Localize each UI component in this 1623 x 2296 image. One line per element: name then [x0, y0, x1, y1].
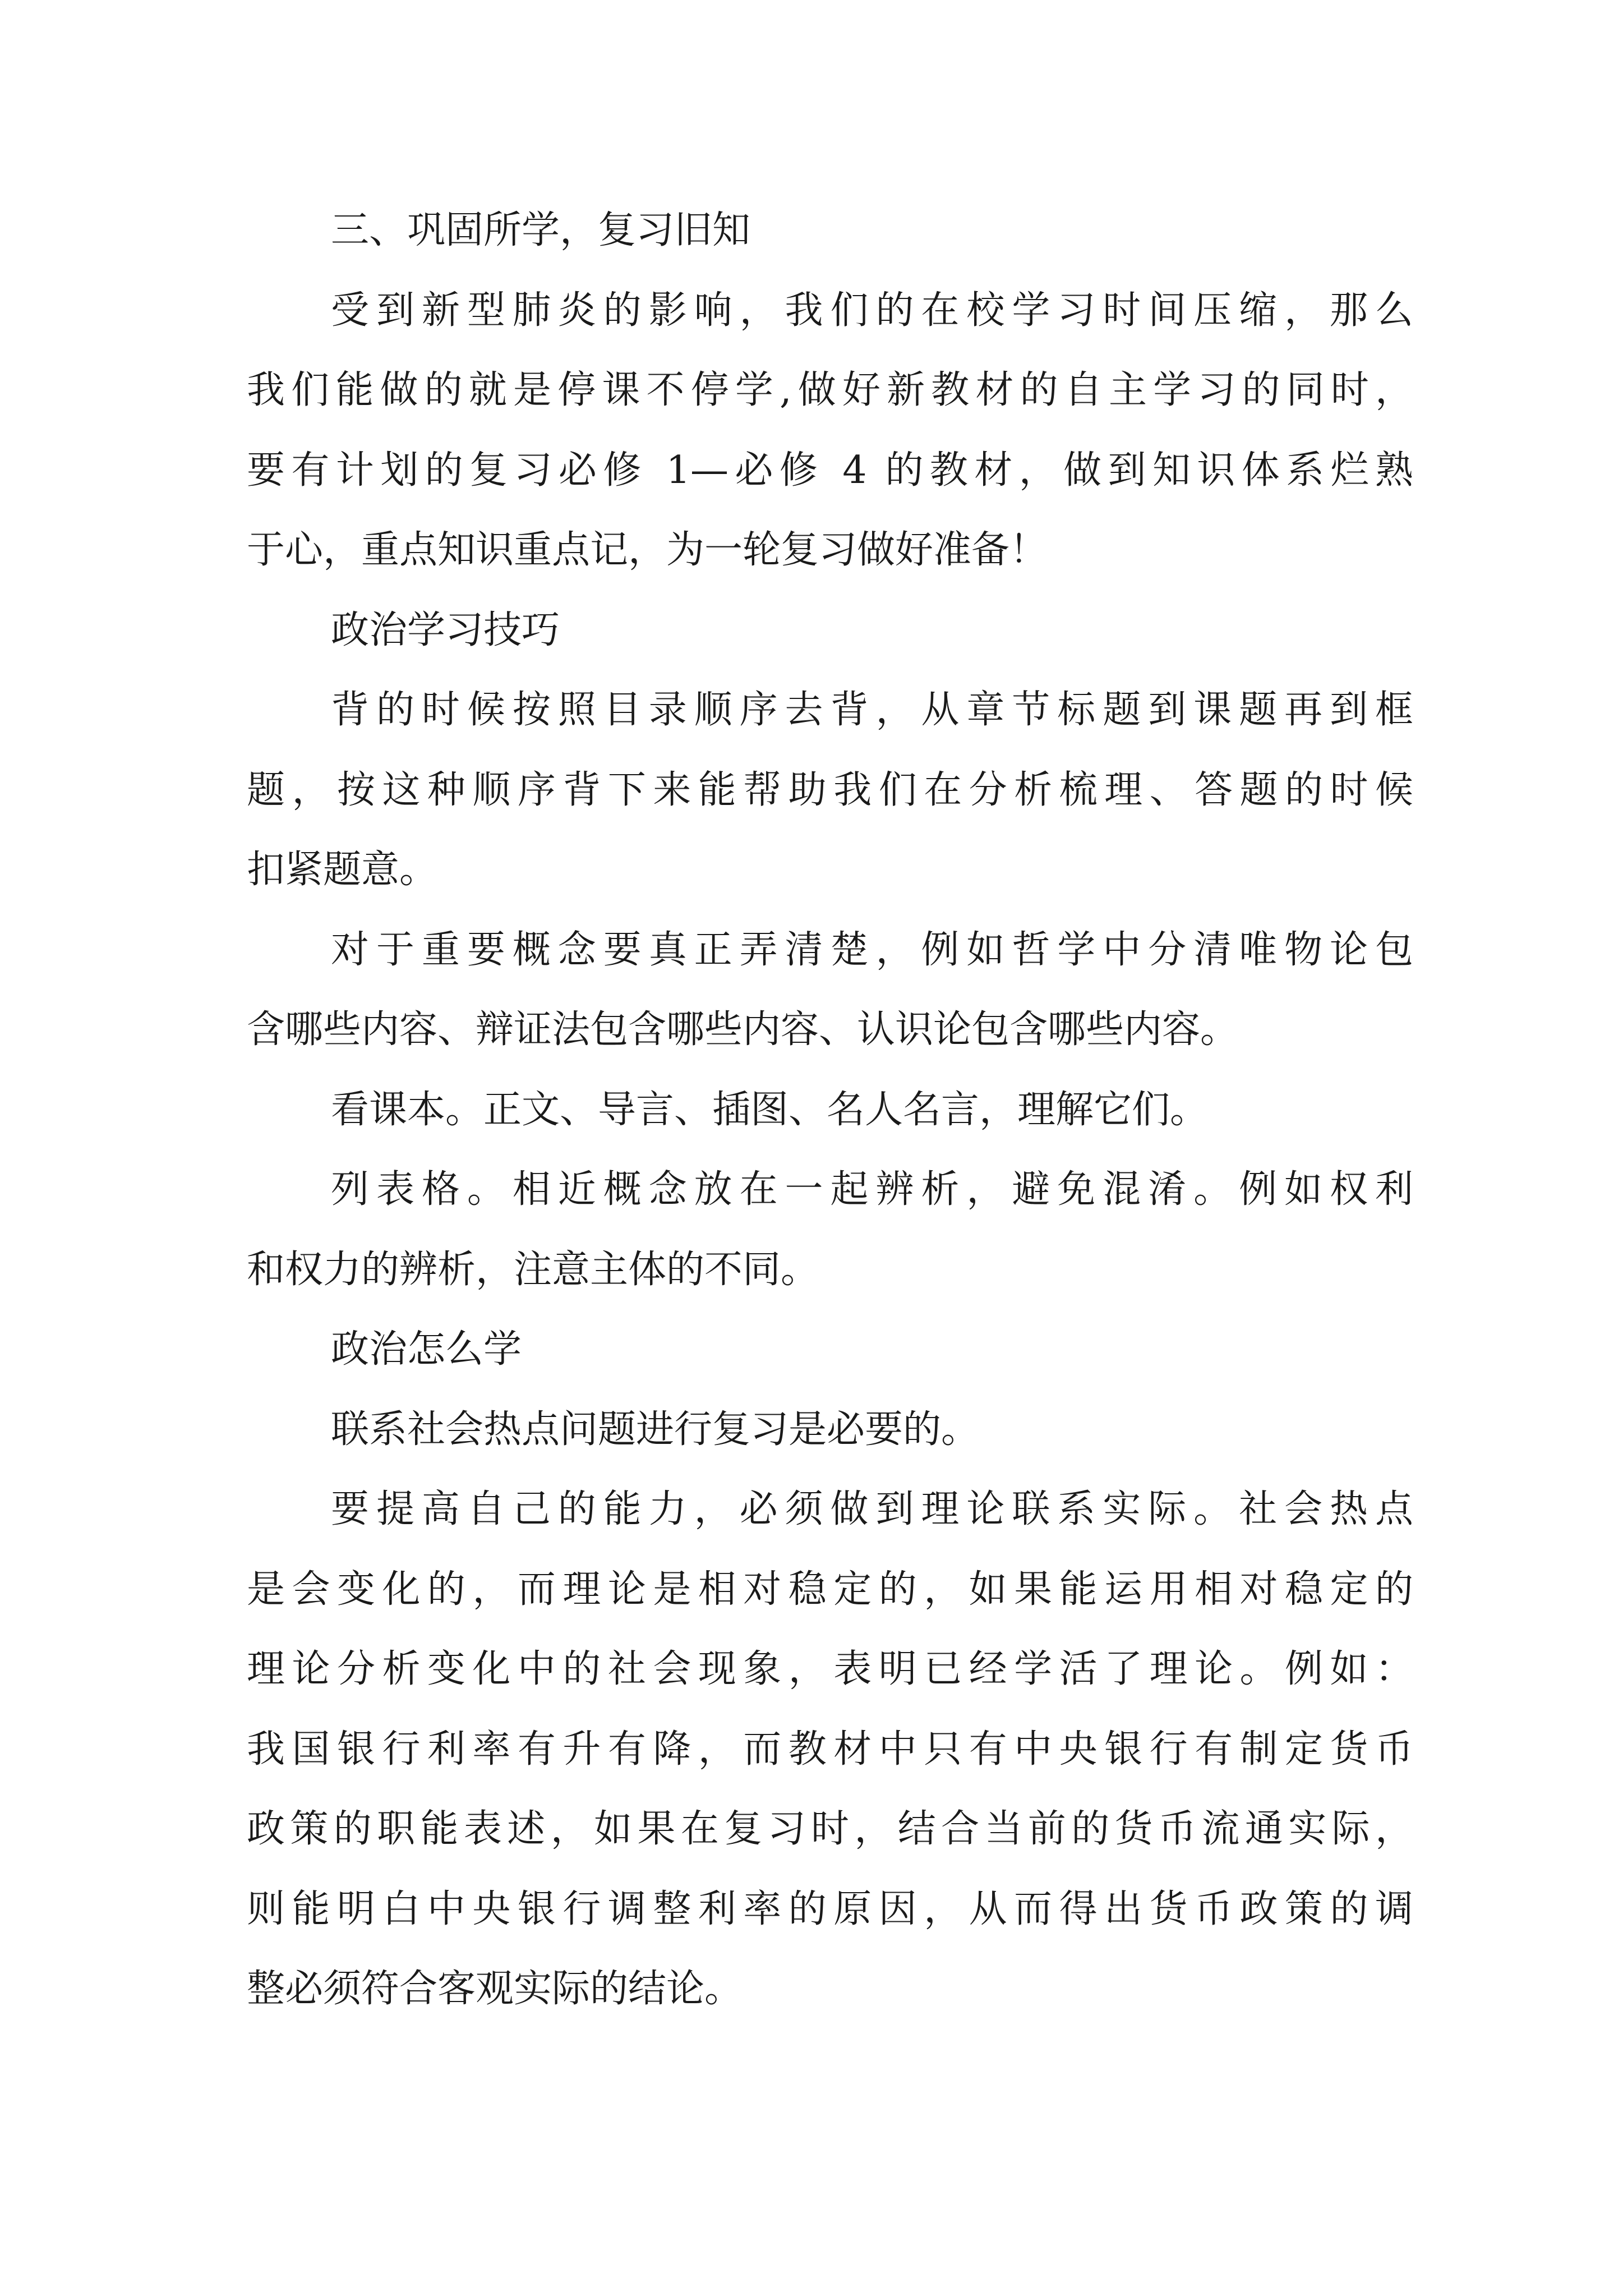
text-line: 是会变化的，而理论是相对稳定的，如果能运用相对稳定的	[247, 1567, 1413, 1612]
text-line: 看课本。正文、导言、插图、名人名言，理解它们。	[331, 1087, 1209, 1132]
text-line: 扣紧题意。	[247, 848, 438, 892]
text-line: 联系社会热点问题进行复习是必要的。	[331, 1407, 980, 1452]
text-line: 受到新型肺炎的影响，我们的在校学习时间压缩，那么	[331, 288, 1413, 333]
text-line: 要有计划的复习必修 1—必修 4 的教材，做到知识体系烂熟	[247, 448, 1413, 493]
paragraph	[247, 1070, 1413, 1151]
text-line: 政策的职能表述，如果在复习时，结合当前的货币流通实际，	[247, 1807, 1413, 1851]
paragraph	[247, 1470, 1413, 2030]
text-line: 要提高自己的能力，必须做到理论联系实际。社会热点	[331, 1487, 1413, 1531]
text-line: 政治怎么学	[331, 1327, 522, 1372]
text-line: 背的时候按照目录顺序去背，从章节标题到课题再到框	[331, 688, 1413, 732]
paragraph	[247, 1150, 1413, 1310]
text-line: 含哪些内容、辩证法包含哪些内容、认识论包含哪些内容。	[247, 1007, 1239, 1052]
section-heading	[247, 1310, 1413, 1390]
section-heading	[247, 191, 1413, 271]
paragraph	[247, 271, 1413, 591]
text-line: 于心，重点知识重点记，为一轮复习做好准备！	[247, 528, 1048, 572]
text-line: 三、巩固所学，复习旧知	[331, 208, 751, 252]
text-line: 理论分析变化中的社会现象，表明已经学活了理论。例如：	[247, 1647, 1413, 1691]
paragraph	[247, 910, 1413, 1070]
text-line: 对于重要概念要真正弄清楚，例如哲学中分清唯物论包	[331, 927, 1413, 972]
paragraph	[247, 1390, 1413, 1470]
text-line: 整必须符合客观实际的结论。	[247, 1967, 743, 2011]
text-line: 题，按这种顺序背下来能帮助我们在分析梳理、答题的时候	[247, 767, 1413, 812]
text-line: 政治学习技巧	[331, 608, 560, 652]
text-line: 我国银行利率有升有降，而教材中只有中央银行有制定货币	[247, 1727, 1413, 1772]
text-line: 列表格。相近概念放在一起辨析，避免混淆。例如权利	[331, 1167, 1413, 1212]
text-line: 和权力的辨析，注意主体的不同。	[247, 1247, 819, 1292]
paragraph	[247, 670, 1413, 910]
text-line: 我们能做的就是停课不停学,做好新教材的自主学习的同时，	[247, 368, 1413, 412]
text-line: 则能明白中央银行调整利率的原因，从而得出货币政策的调	[247, 1887, 1413, 1931]
section-heading	[247, 591, 1413, 671]
document-body	[247, 191, 1413, 2030]
